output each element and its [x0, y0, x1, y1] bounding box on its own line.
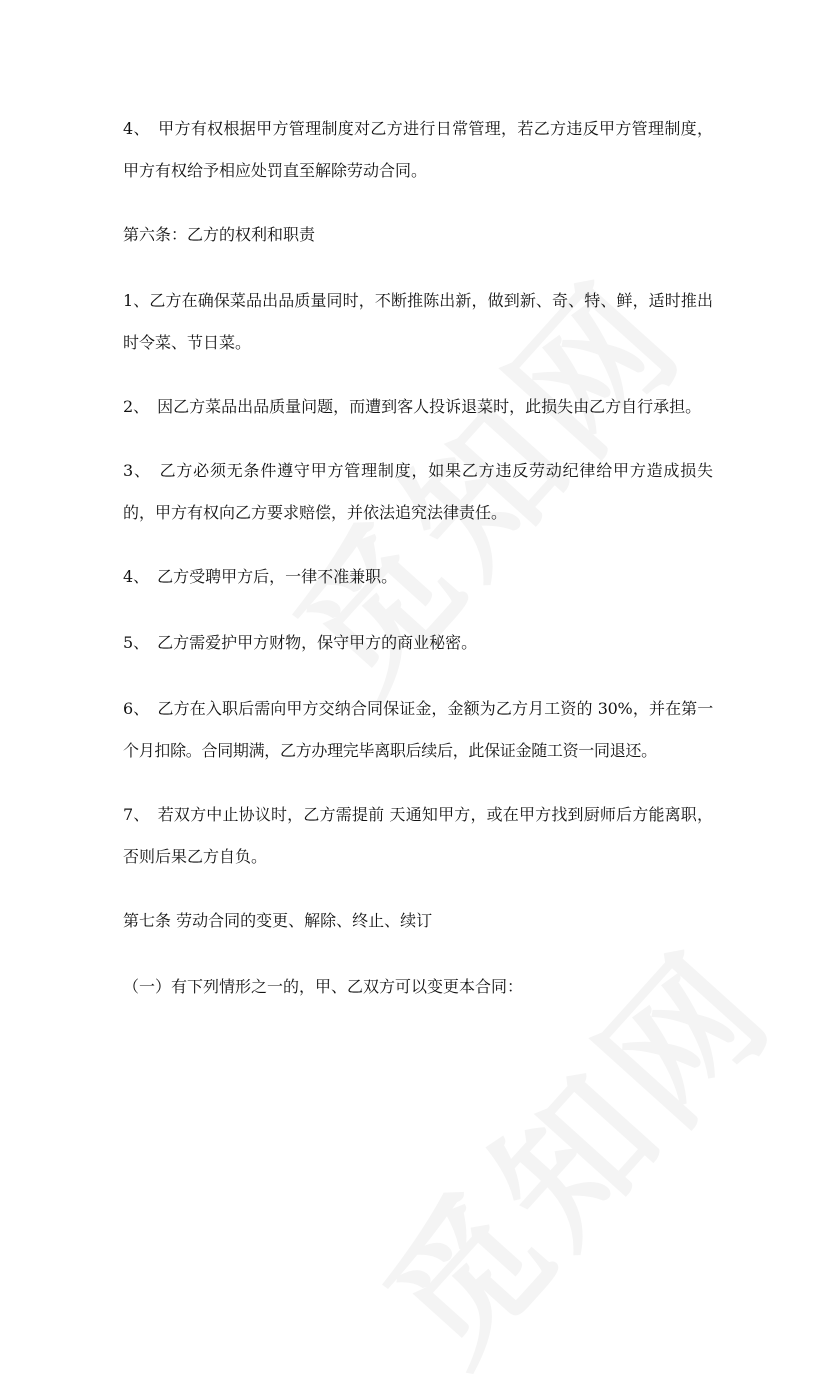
section-heading: 第六条：乙方的权利和职责 [123, 225, 316, 244]
clause-paragraph: 3、 乙方必须无条件遵守甲方管理制度，如果乙方违反劳动纪律给甲方造成损失的，甲方有权向乙方要求赔偿，并依法追究法律责任。 [123, 461, 713, 522]
clause-paragraph: 7、 若双方中止协议时，乙方需提前 天通知甲方，或在甲方找到厨师后方能离职，否则后果乙方自负。 [123, 805, 713, 866]
section-heading: 第七条 劳动合同的变更、解除、终止、续订 [123, 911, 433, 930]
clause-paragraph: 2、 因乙方菜品出品质量问题，而遭到客人投诉退菜时，此损失由乙方自行承担。 [123, 397, 702, 416]
clause-paragraph: 1、乙方在确保菜品出品质量同时，不断推陈出新，做到新、奇、特、鲜，适时推出时令菜、节日菜。 [123, 291, 713, 352]
document-body [123, 108, 713, 1030]
clause-paragraph: 6、 乙方在入职后需向甲方交纳合同保证金，金额为乙方月工资的 30%，并在第一个月扣除。合同期满，乙方办理完毕离职后续后，此保证金随工资一同退还。 [123, 699, 713, 760]
clause-paragraph: 4、 甲方有权根据甲方管理制度对乙方进行日常管理，若乙方违反甲方管理制度，甲方有权给予相应处罚直至解除劳动合同。 [123, 119, 713, 180]
sub-clause-heading: （一）有下列情形之一的，甲、乙双方可以变更本合同： [123, 977, 524, 996]
clause-paragraph: 4、 乙方受聘甲方后，一律不准兼职。 [123, 567, 398, 586]
clause-paragraph: 5、 乙方需爱护甲方财物，保守甲方的商业秘密。 [123, 633, 478, 652]
